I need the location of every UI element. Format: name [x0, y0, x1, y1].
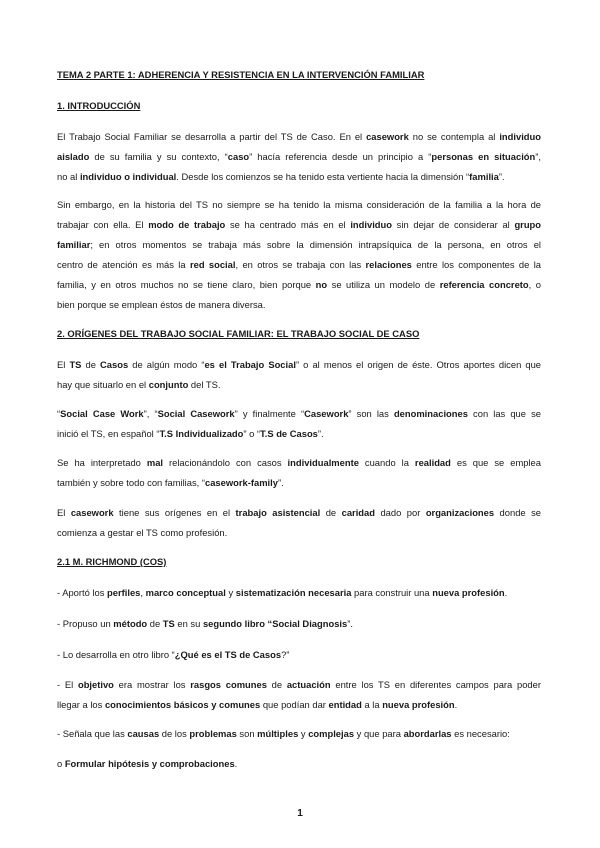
list-item: - Propuso un método de TS en su segundo libro “Social Diagnosis”. [57, 618, 353, 629]
paragraph-line: Se ha interpretado mal relacionándolo con casos individualmente cuando la realidad es que se emplea [57, 457, 541, 468]
list-item: - Señala que las causas de los problemas son múltiples y complejas y que para abordarlas es necesario: [57, 728, 510, 739]
list-item: llegar a los conocimientos básicos y comunes que podían dar entidad a la nueva profesión. [57, 699, 458, 710]
paragraph-line: familia, y en otros muchos no se tiene claro, bien porque no se utiliza un modelo de referencia concreto, o [57, 279, 541, 290]
paragraph-line: inició el TS, en español “T.S Individualizado” o “T.S de Casos”. [57, 428, 324, 439]
paragraph-line: comienza a gestar el TS como profesión. [57, 527, 228, 538]
paragraph-line: bien porque se emplean éstos de manera diversa. [57, 299, 266, 310]
paragraph-line: “Social Case Work”, “Social Casework” y finalmente “Casework” son las denominaciones con las que se [57, 408, 541, 419]
list-item: - Aportó los perfiles, marco conceptual y sistematización necesaria para construir una nueva profesión. [57, 587, 508, 598]
paragraph-line: centro de atención es más la red social, en otros se trabaja con las relaciones entre los componentes de la [57, 259, 541, 270]
paragraph-line: Sin embargo, en la historia del TS no siempre se ha tenido la misma consideración de la familia a la hora de [57, 199, 541, 210]
section-heading-introduccion: 1. INTRODUCCIÓN [57, 100, 141, 111]
page-number: 1 [297, 808, 303, 819]
list-item: - El objetivo era mostrar los rasgos comunes de actuación entre los TS en diferentes campos para poder [57, 679, 541, 690]
paragraph-line: aislado de su familia y su contexto, “caso” hacía referencia desde un principio a “personas en situación”, [57, 151, 541, 162]
paragraph-line: trabajar con ella. El modo de trabajo se ha centrado más en el individuo sin dejar de considerar al grupo [57, 219, 541, 230]
list-item: - Lo desarrolla en otro libro “¿Qué es el TS de Casos?” [57, 649, 290, 660]
paragraph-line: no al individuo o individual. Desde los comienzos se ha tenido esta vertiente hacia la dimensión “familia”. [57, 171, 505, 182]
paragraph-line: familiar; en otros momentos se trabaja más sobre la dimensión intrapsíquica de la persona, en otros el [57, 239, 541, 250]
paragraph-line: también y sobre todo con familias, “casework-family”. [57, 477, 284, 488]
section-heading-origenes: 2. ORÍGENES DEL TRABAJO SOCIAL FAMILIAR: EL TRABAJO SOCIAL DE CASO [57, 328, 420, 339]
paragraph-line: hay que situarlo en el conjunto del TS. [57, 379, 221, 390]
paragraph-line: El Trabajo Social Familiar se desarrolla a partir del TS de Caso. En el casework no se contempla al individuo [57, 131, 541, 142]
section-heading-richmond: 2.1 M. RICHMOND (COS) [57, 556, 167, 567]
document-title: TEMA 2 PARTE 1: ADHERENCIA Y RESISTENCIA EN LA INTERVENCIÓN FAMILIAR [57, 69, 425, 80]
list-item: o Formular hipótesis y comprobaciones. [57, 758, 238, 769]
paragraph-line: El casework tiene sus orígenes en el trabajo asistencial de caridad dado por organizaciones donde se [57, 507, 541, 518]
paragraph-line: El TS de Casos de algún modo “es el Trabajo Social” o al menos el origen de éste. Otros aportes dicen que [57, 359, 541, 370]
